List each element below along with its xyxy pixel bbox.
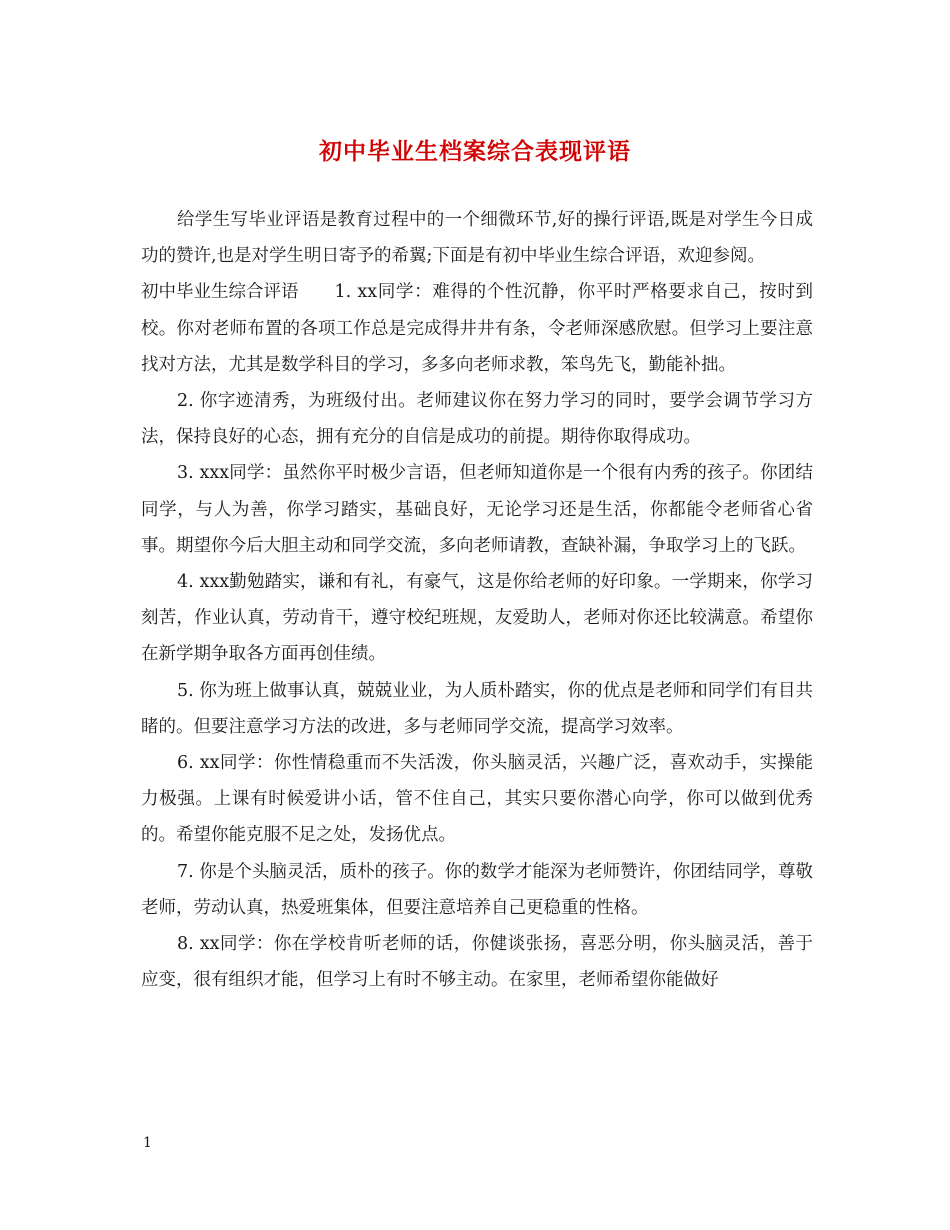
document-body xyxy=(141,202,813,998)
comment-item-7: 7. 你是个头脑灵活，质朴的孩子。你的数学才能深为老师赞许，你团结同学，尊敬老师，劳动认真，热爱班集体，但要注意培养自己更稳重的性格。 xyxy=(141,861,813,918)
intro-paragraph: 给学生写毕业评语是教育过程中的一个细微环节,好的操行评语,既是对学生今日成功的赞许,也是对学生明日寄予的希翼;下面是有初中毕业生综合评语，欢迎参阅。 xyxy=(141,210,813,267)
first-comment-paragraph xyxy=(141,274,813,383)
comment-item-2: 2. 你字迹清秀，为班级付出。老师建议你在努力学习的同时，要学会调节学习方法，保持良好的心态，拥有充分的自信是成功的前提。期待你取得成功。 xyxy=(141,391,813,448)
comment-item-5: 5. 你为班上做事认真，兢兢业业，为人质朴踏实，你的优点是老师和同学们有目共睹的。但要注意学习方法的改进，多与老师同学交流，提高学习效率。 xyxy=(141,680,813,737)
comment-item-4: 4. xxx勤勉踏实，谦和有礼，有豪气，这是你给老师的好印象。一学期来，你学习刻苦，作业认真，劳动肯干，遵守校纪班规，友爱助人，老师对你还比较满意。希望你在新学期争取各方面再创佳绩。 xyxy=(141,572,813,665)
page-number: 1 xyxy=(143,1135,152,1151)
document-title: 初中毕业生档案综合表现评语 xyxy=(319,138,631,165)
comment-item-6: 6. xx同学：你性情稳重而不失活泼，你头脑灵活，兴趣广泛，喜欢动手，实操能力极强。上课有时候爱讲小话，管不住自己，其实只要你潜心向学，你可以做到优秀的。希望你能克服不足之处，发扬优点。 xyxy=(141,753,813,846)
comment-item-1: 1. xx同学：难得的个性沉静，你平时严格要求自己，按时到校。你对老师布置的各项工作总是完成得井井有条，令老师深感欣慰。但学习上要注意找对方法，尤其是数学科目的学习，多多向老师求教，笨鸟先飞，勤能补拙。 xyxy=(141,282,813,375)
comment-item-3: 3. xxx同学：虽然你平时极少言语，但老师知道你是一个很有内秀的孩子。你团结同学，与人为善，你学习踏实，基础良好，无论学习还是生活，你都能令老师省心省事。期望你今后大胆主动和同学交流，多向老师请教，查缺补漏，争取学习上的飞跃。 xyxy=(141,463,813,556)
comment-item-8: 8. xx同学：你在学校肯听老师的话，你健谈张扬，喜恶分明，你头脑灵活，善于应变，很有组织才能，但学习上有时不够主动。在家里，老师希望你能做好 xyxy=(141,934,813,991)
section-heading: 初中毕业生综合评语 xyxy=(141,282,299,303)
